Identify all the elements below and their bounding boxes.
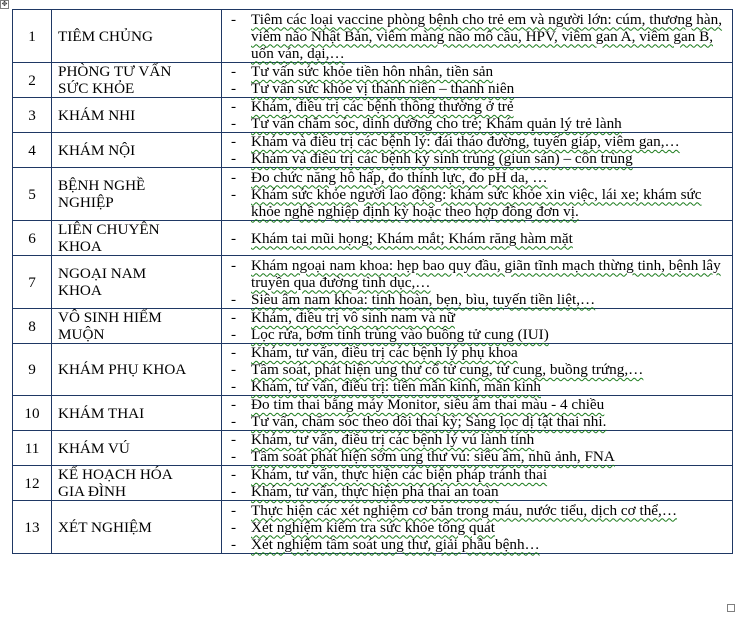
- service-item-list: [222, 11, 732, 62]
- service-item-text: Thực hiện các xét nghiệm cơ bản trong máu, nước tiểu, dịch cơ thể,…: [251, 501, 678, 519]
- table-move-handle[interactable]: ✥: [1, 0, 8, 8]
- service-name: KHÁM NHI: [52, 98, 222, 133]
- service-item: [222, 361, 732, 378]
- service-name: KHÁM NỘI: [52, 133, 222, 168]
- service-details: [222, 396, 733, 431]
- service-item-list: [222, 133, 732, 167]
- service-item-text: Tư vấn sức khỏe tiền hôn nhân, tiền sản: [251, 63, 494, 80]
- service-item-text: Đo tim thai bằng máy Monitor, siêu âm thai màu - 4 chiều: [251, 396, 605, 413]
- row-number: 4: [13, 133, 52, 168]
- service-item-text: Khám, tư vấn, điều trị các bệnh lý vú lành tính: [251, 431, 535, 448]
- service-item-text: Tư vấn, chăm sóc theo dõi thai kỳ; Sàng lọc dị tật thai nhi.: [251, 413, 607, 430]
- row-number: 2: [13, 63, 52, 98]
- table-row: [13, 63, 733, 98]
- service-item-text: Khám tai mũi họng; Khám mắt; Khám răng hàm mặt: [251, 229, 573, 247]
- service-item-list: [222, 230, 732, 247]
- service-item-text: Khám và điều trị các bệnh lý: đái tháo đường, tuyến giáp, viêm gan,…: [251, 133, 680, 150]
- service-item: [222, 150, 732, 167]
- service-item-text: Lọc rửa, bơm tinh trùng vào buồng tử cung (IUI): [251, 326, 549, 343]
- service-item: [222, 413, 732, 430]
- table-row: [13, 221, 733, 256]
- services-table: [12, 9, 733, 554]
- service-item: [222, 378, 732, 395]
- service-name: KHÁM PHỤ KHOA: [52, 344, 222, 396]
- service-details: [222, 256, 733, 309]
- service-item-list: [222, 98, 732, 132]
- service-name: KHÁM VÚ: [52, 431, 222, 466]
- service-details: [222, 309, 733, 344]
- service-item: [222, 230, 732, 247]
- service-item: [222, 344, 732, 361]
- table-row: [13, 431, 733, 466]
- service-details: [222, 344, 733, 396]
- service-item-text: Khám, tư vấn, điều trị: tiền mãn kinh, mãn kinh: [251, 378, 541, 395]
- service-item-text: Tư vấn sức khỏe vị thành niên – thanh niên: [251, 80, 515, 97]
- table-row: [13, 396, 733, 431]
- service-item-text: Đo chức năng hô hấp, đo thính lực, đo pH da, …: [251, 168, 548, 186]
- service-details: [222, 98, 733, 133]
- row-number: 5: [13, 168, 52, 221]
- service-item-list: [222, 257, 732, 308]
- service-item: [222, 309, 732, 326]
- table-row: [13, 133, 733, 168]
- row-number: 1: [13, 10, 52, 63]
- service-item-text: Khám, điều trị các bệnh thông thường ở trẻ: [251, 98, 514, 115]
- service-item: [222, 133, 732, 150]
- table-resize-handle[interactable]: [727, 604, 735, 612]
- service-item: [222, 11, 732, 62]
- service-item-text: Khám sức khỏe người lao động: khám sức khỏe xin việc, lái xe; khám sức khỏe nghề nghiệp định kỳ hoặc theo hợp đồng đơn vị.: [251, 185, 702, 220]
- service-item: [222, 466, 732, 483]
- service-item-list: [222, 344, 732, 395]
- service-item-text: Xét nghiệm tầm soát ung thư, giải phẫu bệnh…: [251, 535, 540, 553]
- service-item-list: [222, 431, 732, 465]
- row-number: 10: [13, 396, 52, 431]
- service-name: LIÊN CHUYÊN KHOA: [52, 221, 222, 256]
- row-number: 8: [13, 309, 52, 344]
- service-name: KHÁM THAI: [52, 396, 222, 431]
- table-row: [13, 309, 733, 344]
- service-name: TIÊM CHỦNG: [52, 10, 222, 63]
- service-name: NGOẠI NAM KHOA: [52, 256, 222, 309]
- service-name: VÔ SINH HIẾM MUỘN: [52, 309, 222, 344]
- service-item: [222, 483, 732, 500]
- service-item: [222, 536, 732, 553]
- service-item-text: Khám, tư vấn, thực hiện phá thai an toàn: [251, 483, 499, 500]
- service-item: [222, 326, 732, 343]
- service-item: [222, 169, 732, 186]
- service-item: [222, 519, 732, 536]
- service-item: [222, 80, 732, 97]
- service-details: [222, 431, 733, 466]
- service-item-list: [222, 466, 732, 500]
- service-item: [222, 257, 732, 291]
- table-row: [13, 168, 733, 221]
- table-row: [13, 466, 733, 501]
- service-item-text: Tầm soát, phát hiện ung thư cổ tử cung, tử cung, buồng trứng,…: [251, 361, 644, 378]
- service-item: [222, 115, 732, 132]
- service-item-list: [222, 63, 732, 97]
- service-details: [222, 168, 733, 221]
- service-details: [222, 10, 733, 63]
- service-item: [222, 448, 732, 465]
- service-name: KẾ HOẠCH HÓA GIA ĐÌNH: [52, 466, 222, 501]
- service-item: [222, 431, 732, 448]
- service-item: [222, 63, 732, 80]
- service-item: [222, 291, 732, 308]
- row-number: 11: [13, 431, 52, 466]
- service-item-list: [222, 396, 732, 430]
- service-item-text: Siêu âm nam khoa: tinh hoàn, bẹn, bìu, tuyến tiền liệt,…: [251, 290, 596, 308]
- service-item-list: [222, 309, 732, 343]
- service-item: [222, 186, 732, 220]
- table-row: [13, 344, 733, 396]
- service-item-list: [222, 169, 732, 220]
- service-details: [222, 466, 733, 501]
- row-number: 13: [13, 501, 52, 554]
- row-number: 12: [13, 466, 52, 501]
- service-details: [222, 501, 733, 554]
- service-item-text: Khám và điều trị các bệnh ký sinh trùng (giun sán) – côn trùng: [251, 150, 633, 167]
- table-row: [13, 10, 733, 63]
- service-name: BỆNH NGHỀ NGHIỆP: [52, 168, 222, 221]
- service-name: PHÒNG TƯ VẤN SỨC KHỎE: [52, 63, 222, 98]
- row-number: 9: [13, 344, 52, 396]
- service-details: [222, 133, 733, 168]
- service-item-text: Tư vấn chăm sóc, dinh dưỡng cho trẻ; Khám quản lý trẻ lành: [251, 115, 622, 132]
- service-details: [222, 63, 733, 98]
- row-number: 7: [13, 256, 52, 309]
- table-row: [13, 256, 733, 309]
- table-row: [13, 98, 733, 133]
- row-number: 3: [13, 98, 52, 133]
- service-item-text: Tiêm các loại vaccine phòng bệnh cho trẻ em và người lớn: cúm, thương hàn, viêm não Nhật Bản, viêm màng não mô cầu, HPV, viêm gan A, viêm gan B, uốn ván, dại,…: [251, 10, 723, 62]
- service-item-list: [222, 502, 732, 553]
- service-item: [222, 396, 732, 413]
- service-item-text: Tầm soát phát hiện sớm ung thư vú: siêu âm, nhũ ảnh, FNA: [251, 448, 615, 465]
- service-item-text: Khám, điều trị vô sinh nam và nữ: [251, 309, 455, 326]
- services-table-body: [13, 10, 733, 554]
- service-name: XÉT NGHIỆM: [52, 501, 222, 554]
- service-item-text: Khám ngoại nam khoa: hẹp bao quy đầu, giãn tĩnh mạch thừng tinh, bệnh lây truyền qua đường tình dục,…: [251, 256, 721, 291]
- row-number: 6: [13, 221, 52, 256]
- service-item-text: Khám, tư vấn, thực hiện các biện pháp tránh thai: [251, 466, 548, 483]
- service-details: [222, 221, 733, 256]
- service-item: [222, 98, 732, 115]
- service-item-text: Xét nghiệm kiểm tra sức khỏe tổng quát: [251, 518, 496, 536]
- table-row: [13, 501, 733, 554]
- service-item-text: Khám, tư vấn, điều trị các bệnh lý phụ khoa: [251, 344, 518, 361]
- service-item: [222, 502, 732, 519]
